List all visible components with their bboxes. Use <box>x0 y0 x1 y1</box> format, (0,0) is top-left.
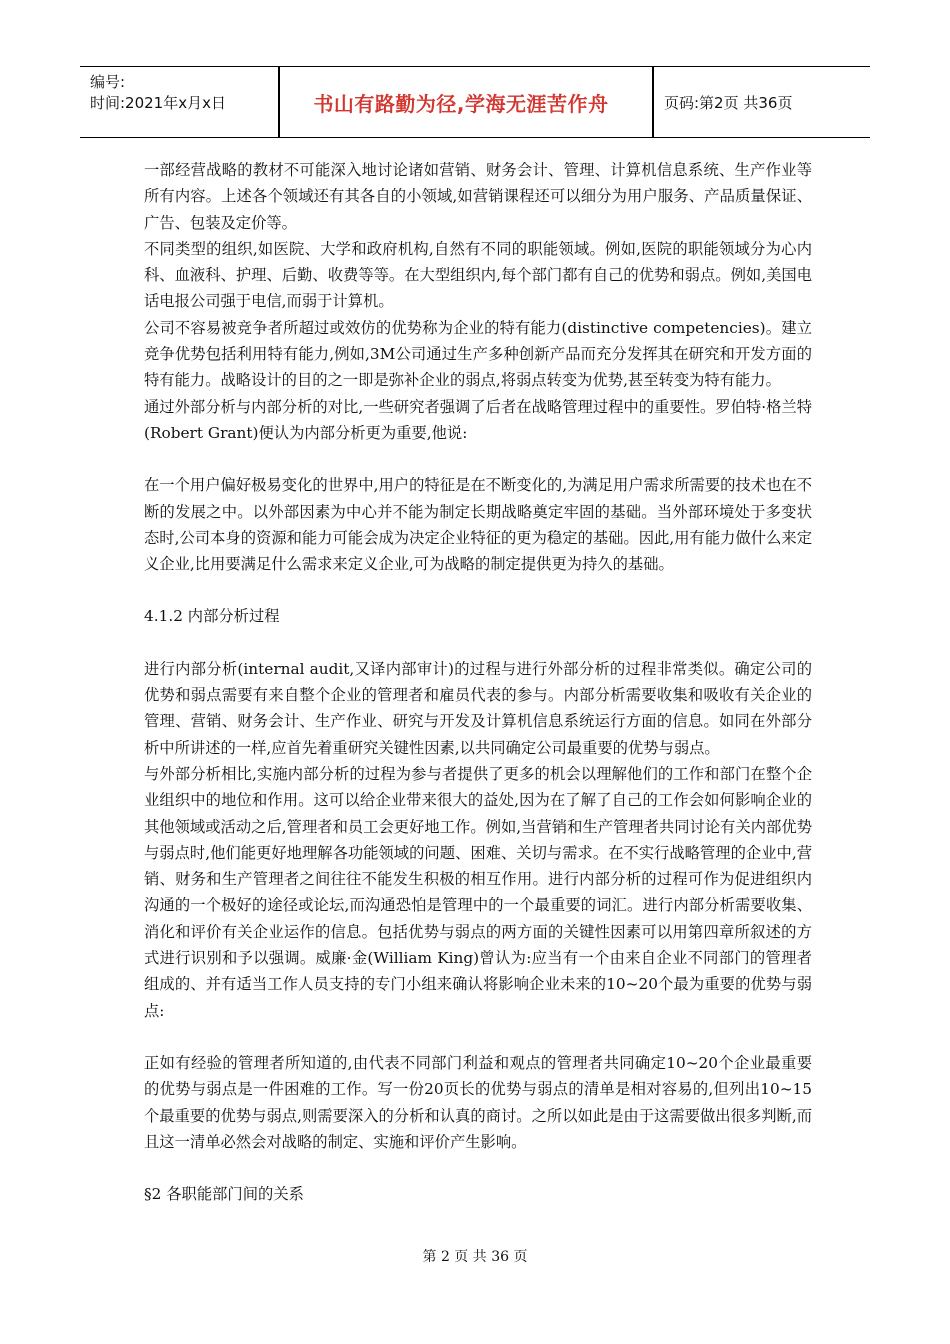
section-heading: §2 各职能部门间的关系 <box>144 1185 304 1204</box>
paragraph: 与外部分析相比,实施内部分析的过程为参与者提供了更多的机会以理解他们的工作和部门在整个企业组织中的地位和作用。这可以给企业带来很大的益处,因为在了解了自己的工作会如何影响企业的其他领域或活动之后,管理者和员工会更好地工作。例如,当营销和生产管理者共同讨论有关内部优势与弱点时,他们能更好地理解各功能领域的问题、困难、关切与需求。在不实行战略管理的企业中,营销、财务和生产管理者之间往往不能发生积极的相互作用。进行内部分析的过程可作为促进组织内沟通的一个极好的途径或论坛,而沟通恐怕是管理中的一个最重要的词汇。进行内部分析需要收集、消化和评价有关企业运作的信息。包括优势与弱点的两方面的关键性因素可以用第四章所叙述的方式进行识别和予以强调。威廉·金(William King)曾认为:应当有一个由来自企业不同部门的管理者组成的、并有适当工作人员支持的专门小组来确认将影响企业未来的10~20个最为重要的优势与弱点: <box>144 764 812 1020</box>
section-heading: 4.1.2 内部分析过程 <box>144 607 280 626</box>
document-body <box>144 157 812 1207</box>
header-divider <box>652 67 654 137</box>
paragraph: 通过外部分析与内部分析的对比,一些研究者强调了后者在战略管理过程中的重要性。罗伯特·格兰特(Robert Grant)便认为内部分析更为重要,他说: <box>144 397 812 442</box>
document-date: 时间:2021年x月x日 <box>90 94 226 112</box>
paragraph: 进行内部分析(internal audit,又译内部审计)的过程与进行外部分析的过程非常类似。确定公司的优势和弱点需要有来自整个企业的管理者和雇员代表的参与。内部分析需要收集和吸收有关企业的管理、营销、财务会计、生产作业、研究与开发及计算机信息系统运行方面的信息。如同在外部分析中所讲述的一样,应首先着重研究关键性因素,以共同确定公司最重要的优势与弱点。 <box>144 659 812 757</box>
paragraph: 一部经营战略的教材不可能深入地讨论诸如营销、财务会计、管理、计算机信息系统、生产作业等所有内容。上述各个领域还有其各自的小领域,如营销课程还可以细分为用户服务、产品质量保证、广告、包装及定价等。 <box>144 161 812 232</box>
header-motto: 书山有路勤为径,学海无涯苦作舟 <box>313 91 609 116</box>
page-header <box>80 66 870 138</box>
header-meta <box>80 67 278 137</box>
paragraph: 不同类型的组织,如医院、大学和政府机构,自然有不同的职能领域。例如,医院的职能领域分为心内科、血液科、护理、后勤、收费等等。在大型组织内,每个部门都有自己的优势和弱点。例如,美国电话电报公司强于电信,而弱于计算机。 <box>144 239 812 311</box>
document-number-label: 编号: <box>90 73 126 91</box>
header-page-number: 页码:第2页 共36页 <box>664 94 793 112</box>
page-footer: 第 2 页 共 36 页 <box>422 1249 528 1265</box>
paragraph: 正如有经验的管理者所知道的,由代表不同部门利益和观点的管理者共同确定10~20个企业最重要的优势与弱点是一件困难的工作。写一份20页长的优势与弱点的清单是相对容易的,但列出10~15个最重要的优势与弱点,则需要深入的分析和认真的商讨。之所以如此是由于这需要做出很多判断,而且这一清单必然会对战略的制定、实施和评价产生影响。 <box>144 1053 812 1151</box>
paragraph: 公司不容易被竞争者所超过或效仿的优势称为企业的特有能力(distinctive competencies)。建立竞争优势包括利用特有能力,例如,3M公司通过生产多种创新产品而充分发挥其在研究和开发方面的特有能力。战略设计的目的之一即是弥补企业的弱点,将弱点转变为优势,甚至转变为特有能力。 <box>144 318 812 390</box>
block-quote: 在一个用户偏好极易变化的世界中,用户的特征是在不断变化的,为满足用户需求所需要的技术也在不断的发展之中。以外部因素为中心并不能为制定长期战略奠定牢固的基础。当外部环境处于多变状态时,公司本身的资源和能力可能会成为决定企业特征的更为稳定的基础。因此,用有能力做什么来定义企业,比用要满足什么需求来定义企业,可为战略的制定提供更为持久的基础。 <box>144 476 812 574</box>
